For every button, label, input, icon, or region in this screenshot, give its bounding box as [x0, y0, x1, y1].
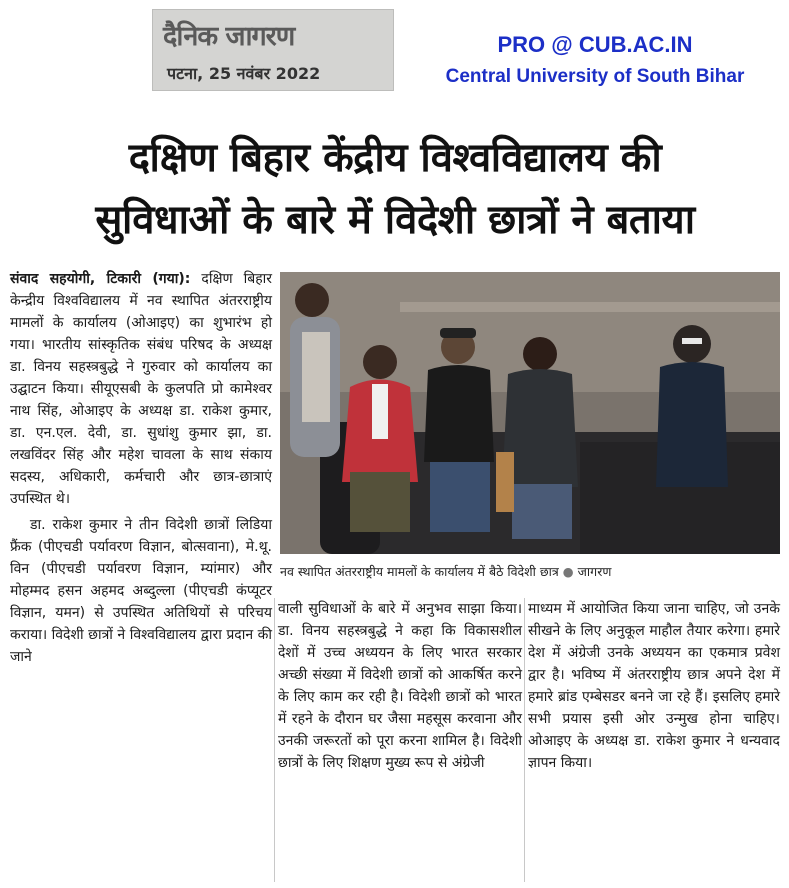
news-photo: [280, 272, 780, 554]
article-column-middle: [278, 598, 522, 774]
caption-bullet: ●: [562, 564, 574, 579]
article-column-right: [528, 598, 780, 774]
pro-credit: [410, 32, 780, 88]
article-paragraph-3: वाली सुविधाओं के बारे में अनुभव साझा किया। डा. विनय सहस्त्रबुद्धे ने कहा कि विकासशील देशों में उच्च अध्ययन के लिए भारत सरकार अच्छी संख्या में विदेशी छात्रों को आकर्षित करने के लिए काम कर रही है। विदेशी छात्रों को भारत में रहने के दौरान घर जैसा महसूस करवाना और उनकी जरूरतों को पूरा करना शामिल है। विदेशी छात्रों के लिए शिक्षण मुख्य रूप से अंग्रेजी: [278, 601, 522, 771]
students-photo-illustration: [280, 272, 780, 554]
newspaper-name: दैनिक जागरण: [163, 21, 295, 52]
dateline: पटना, 25 नवंबर 2022: [167, 64, 321, 83]
headline-line-2: सुविधाओं के बारे में विदेशी छात्रों ने बताया: [95, 197, 695, 243]
article-column-left: [10, 268, 272, 668]
pro-email: PRO @ CUB.AC.IN: [497, 32, 693, 57]
article-paragraph-4: माध्यम में आयोजित किया जाना चाहिए, जो उनके सीखने के लिए अनुकूल माहौल तैयार करेगा। हमारे देश में अंग्रेजी उनके अध्ययन का एकमात्र प्रवेश द्वार है। भविष्य में अंतरराष्ट्रीय छात्र अपने देश में हमारे ब्रांड एम्बेसडर बनने जा रहे हैं। इसलिए हमारे सभी प्रयास इसी ओर उन्मुख होना चाहिए। ओआइए के अध्यक्ष डा. राकेश कुमार ने धन्यवाद ज्ञापन किया।: [528, 601, 780, 771]
caption-credit: जागरण: [577, 564, 612, 579]
article-paragraph-1: [10, 268, 272, 510]
caption-text: नव स्थापित अंतरराष्ट्रीय मामलों के कार्यालय में बैठे विदेशी छात्र: [280, 564, 559, 579]
byline: संवाद सहयोगी, टिकारी (गया):: [10, 271, 191, 287]
headline-line-1: दक्षिण बिहार केंद्रीय विश्वविद्यालय की: [128, 135, 662, 181]
paragraph-1-text: दक्षिण बिहार केन्द्रीय विश्वविद्यालय में नव स्थापित अंतरराष्ट्रीय मामलों के कार्यालय (ओआइए) का शुभारंभ हो गया। भारतीय सांस्कृतिक संबंध परिषद के अध्यक्ष डा. विनय सहस्त्रबुद्धे ने गुरुवार को कार्यालय का उद्घाटन किया। सीयूएसबी के कुलपति प्रो कामेश्वर नाथ सिंह, ओआइए के अध्यक्ष डा. राकेश कुमार, डा. एन.एल. देवी, डा. सुधांशु कुमार झा, डा. लखविंदर सिंह और महेश चावला के साथ संकाय सदस्य, अधिकारी, कर्मचारी और छात्र-छात्राएं उपस्थित थे।: [10, 271, 273, 507]
university-name: Central University of South Bihar: [445, 66, 745, 87]
photo-caption: [280, 563, 780, 580]
column-divider: [274, 598, 275, 882]
article-paragraph-2: डा. राकेश कुमार ने तीन विदेशी छात्रों लिडिया फ्रैंक (पीएचडी पर्यावरण विज्ञान, बोत्सवाना), मे.थू. विन (पीएचडी पर्यावरण विज्ञान, म्यांमार) और मोहम्मद हसन अहमद अब्दुल्ला (पीएचडी कंप्यूटर विज्ञान, यमन) से उपस्थित अतिथियों से परिचय कराया। विदेशी छात्रों ने विश्वविद्यालय द्वारा प्रदान की जाने: [10, 517, 272, 665]
column-divider: [524, 598, 525, 882]
newspaper-masthead: [152, 9, 394, 91]
